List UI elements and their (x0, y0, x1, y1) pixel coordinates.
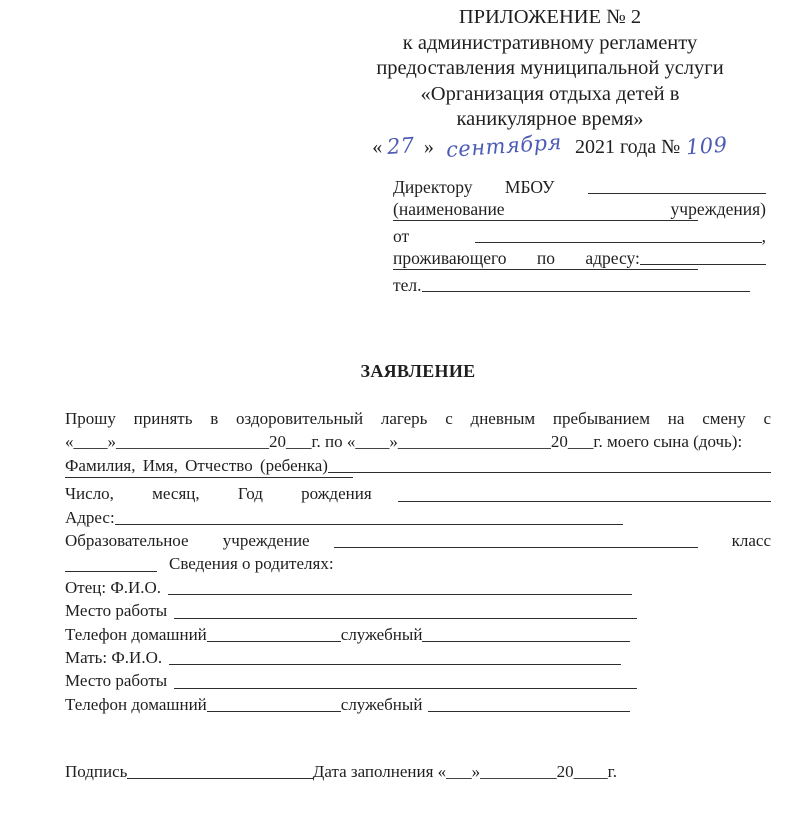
blank-line-father-phone-office (422, 641, 630, 642)
mother-phone-home-label: Телефон домашний (65, 694, 207, 714)
mother-name-label: Мать: Ф.И.О. (65, 648, 163, 668)
note-right: учреждения) (670, 199, 766, 219)
header-line-regulation: к административному регламенту (402, 31, 698, 54)
blank-line-mother-work (174, 688, 637, 689)
father-work-label: Место работы (65, 601, 168, 621)
blank-line-mother-name (169, 664, 621, 665)
note-left: (наименование (393, 199, 505, 219)
blank-line-home-address (115, 524, 623, 525)
father-phone-row (65, 623, 630, 646)
from-label: от (393, 226, 410, 246)
director-row (393, 176, 766, 198)
school-label: Образовательное учреждение (65, 531, 310, 551)
open-quote: « (372, 135, 383, 158)
blank-line-school (334, 547, 698, 548)
mother-phone-office-label: служебный (340, 694, 423, 714)
parents-heading-label: Сведения о родителях: (169, 554, 334, 574)
birthdate-row (65, 482, 771, 505)
blank-line-father-work (174, 618, 637, 619)
phone-row (393, 274, 766, 296)
father-work-row (65, 599, 637, 622)
blank-line-child-name-continuation (65, 477, 353, 478)
residence-row (393, 247, 766, 269)
class-label: класс (731, 531, 771, 551)
mother-name-row (65, 646, 621, 669)
blank-line-mother-phone-home (207, 711, 341, 712)
phone-label: тел. (393, 275, 422, 295)
child-name-row (65, 454, 771, 477)
blank-line-address (640, 264, 766, 265)
father-name-label: Отец: Ф.И.О. (65, 577, 162, 597)
father-phone-home-label: Телефон домашний (65, 624, 207, 644)
address-row (65, 506, 623, 529)
header-line-service: предоставления муниципальной услуги (376, 57, 724, 80)
mother-work-label: Место работы (65, 671, 168, 691)
blank-line-continuation (393, 220, 698, 221)
header-line-org-1: «Организация отдыха детей в (420, 82, 680, 105)
handwritten-doc-number: 109 (685, 132, 729, 160)
signature-label: Подпись (65, 762, 128, 781)
parents-heading-row (65, 552, 771, 575)
form-body (65, 407, 771, 716)
blank-line-child-name (328, 472, 771, 473)
request-paragraph-line-2: «____»__________________20___г. по «____»__________________20___г. моего сына (дочь): (65, 432, 743, 452)
addressee-block (393, 176, 766, 296)
blank-line-school-name (588, 193, 766, 194)
blank-line-father-name (168, 594, 632, 595)
blank-line-class (65, 571, 157, 572)
header-line-appendix: ПРИЛОЖЕНИЕ № 2 (458, 6, 642, 28)
address-label: Адрес: (65, 507, 115, 527)
director-label: Директору МБОУ (393, 177, 555, 197)
fill-date-text: Дата заполнения «___»_________20____г. (312, 762, 617, 781)
child-name-label: Фамилия, Имя, Отчество (ребенка) (65, 455, 328, 475)
blank-line-applicant-name (475, 242, 761, 243)
mother-phone-row (65, 693, 630, 716)
request-paragraph-line-1: Прошу принять в оздоровительный лагерь с дневным пребыванием на смену с (65, 409, 771, 428)
form-header (348, 5, 752, 161)
director-note-row (393, 198, 766, 220)
signature-section (65, 760, 617, 783)
from-row (393, 225, 766, 247)
blank-line-father-phone-home (207, 641, 341, 642)
mother-work-row (65, 669, 637, 692)
header-date-line (348, 129, 752, 162)
father-phone-office-label: служебный (340, 624, 423, 644)
header-line-org-2: каникулярное время» (456, 108, 644, 131)
blank-line-phone (422, 291, 750, 292)
school-row (65, 529, 771, 552)
handwritten-month: сентября (445, 129, 563, 162)
blank-line-signature (127, 778, 312, 779)
header-year-text: 2021 года № (574, 135, 681, 158)
birthdate-label: Число, месяц, Год рождения (65, 484, 372, 504)
form-title: ЗАЯВЛЕНИЕ (360, 361, 476, 381)
blank-line-address-continuation (393, 269, 698, 270)
blank-line-birthdate (398, 501, 771, 502)
blank-line-mother-phone-office (428, 711, 630, 712)
comma: , (761, 226, 766, 246)
signature-row (65, 760, 617, 783)
close-quote: » (423, 135, 434, 158)
father-name-row (65, 576, 632, 599)
residence-label: проживающего по адресу: (393, 248, 640, 268)
handwritten-day: 27 (386, 133, 416, 159)
